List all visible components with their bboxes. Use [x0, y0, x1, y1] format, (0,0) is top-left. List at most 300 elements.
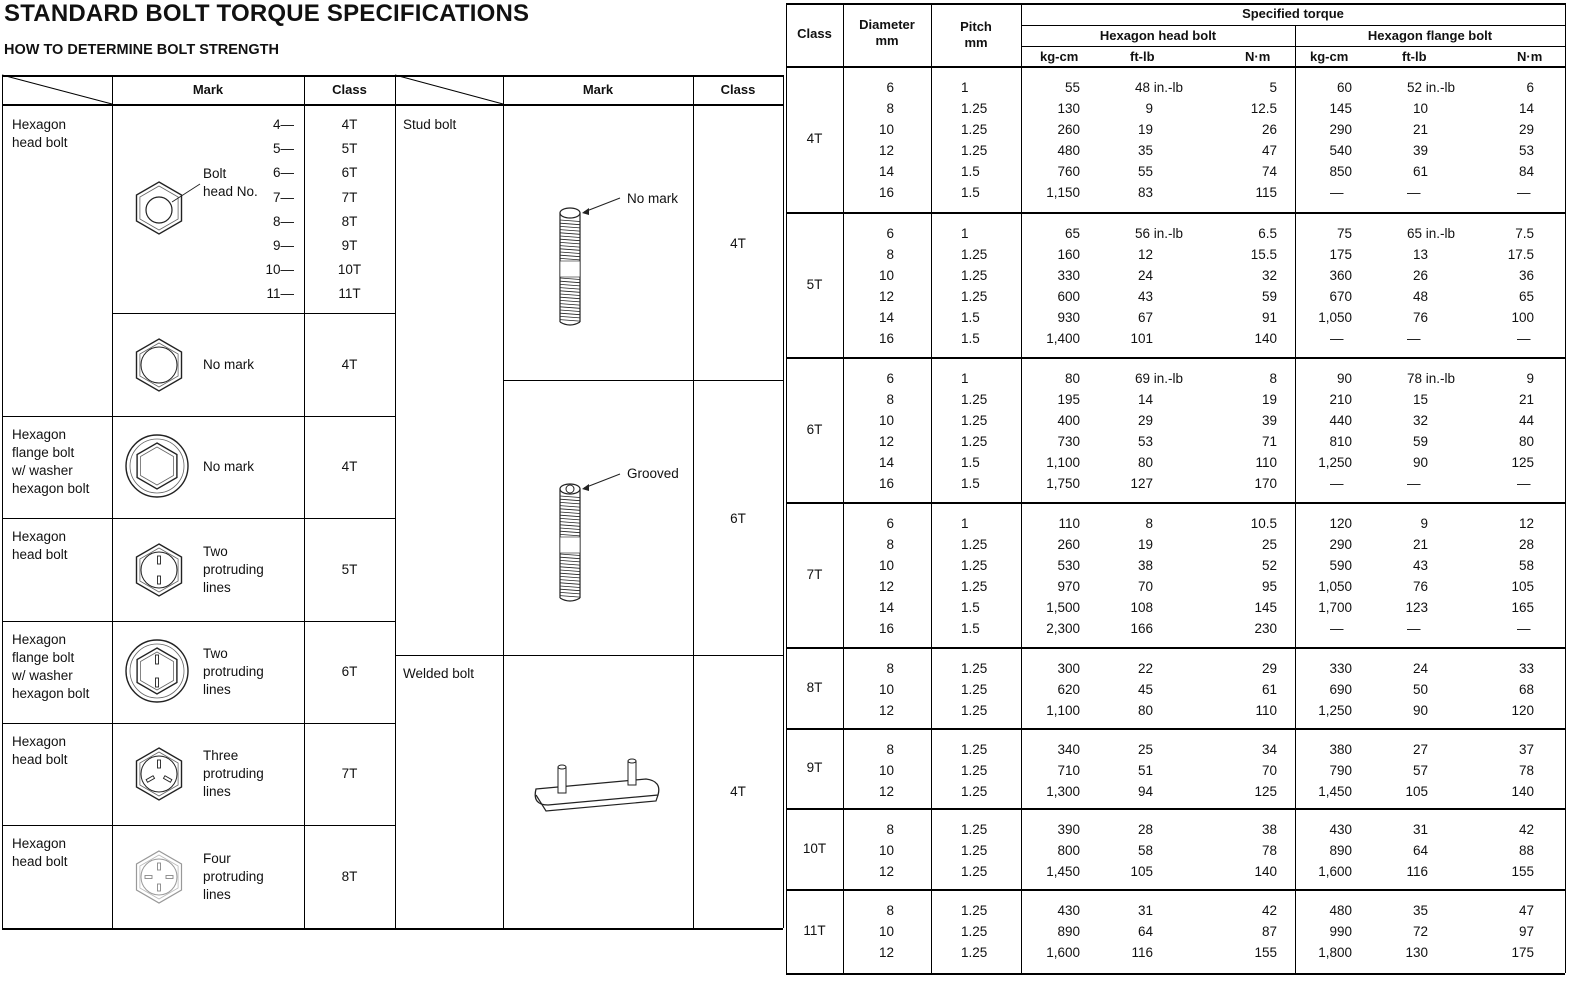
ftlb-value: 43 [1137, 289, 1153, 304]
mark-header: Mark [192, 82, 224, 97]
nm-value: 88 [1518, 843, 1534, 858]
bolt-head-no-label: Bolt head No. [203, 166, 258, 199]
table-rule [503, 380, 783, 381]
ftlb-value: 72 [1412, 924, 1428, 939]
pitch-value: 1.5 [961, 455, 980, 470]
kgcm-value: 300 [1057, 661, 1080, 676]
ftlb-value: 76 [1412, 310, 1428, 325]
nm-value: 25 [1261, 537, 1277, 552]
nm-value: 230 [1254, 621, 1277, 636]
four-lines-hex-icon [132, 849, 188, 905]
unit-header: ft-lb [1402, 49, 1427, 64]
kgcm-value: 710 [1057, 763, 1080, 778]
kgcm-value: — [1330, 185, 1344, 200]
class-value: 6T [341, 664, 358, 679]
pitch-value: 1.25 [961, 682, 988, 697]
table-rule [2, 416, 395, 417]
pitch-value: 1.25 [961, 434, 988, 449]
kgcm-value: 730 [1057, 434, 1080, 449]
kgcm-value: 290 [1329, 537, 1352, 552]
diameter-value: 8 [886, 537, 894, 552]
nm-value: — [1517, 476, 1531, 491]
ftlb-value: — [1407, 185, 1421, 200]
kgcm-value: 260 [1057, 537, 1080, 552]
nm-value: 19 [1261, 392, 1277, 407]
nm-value: 12 [1518, 516, 1534, 531]
nm-value: — [1517, 621, 1531, 636]
kgcm-value: 1,600 [1046, 945, 1080, 960]
class-header: Class [720, 82, 756, 97]
nm-value: 155 [1511, 864, 1534, 879]
kgcm-value: 340 [1057, 742, 1080, 757]
kgcm-value: 175 [1329, 247, 1352, 262]
nm-value: 53 [1518, 143, 1534, 158]
unit-header: kg-cm [1310, 49, 1349, 64]
nm-value: 95 [1261, 579, 1277, 594]
torque-class-value: 4T [806, 131, 823, 146]
unit-header: kg-cm [1040, 49, 1079, 64]
ftlb-value: 51 [1137, 763, 1153, 778]
kgcm-value: 690 [1329, 682, 1352, 697]
kgcm-value: 620 [1057, 682, 1080, 697]
ftlb-value: 38 [1137, 558, 1153, 573]
nm-value: 33 [1518, 661, 1534, 676]
nm-value: 38 [1261, 822, 1277, 837]
diameter-value: 10 [878, 558, 894, 573]
pitch-value: 1.25 [961, 945, 988, 960]
table-rule [503, 655, 783, 656]
kgcm-value: 90 [1336, 371, 1352, 386]
torque-class-value: 5T [806, 276, 823, 292]
ftlb-value: 116 [1131, 945, 1153, 960]
kgcm-value: 1,250 [1318, 455, 1352, 470]
two-lines-flange-icon [125, 641, 191, 705]
nm-value: 105 [1511, 579, 1534, 594]
diameter-value: 8 [886, 392, 894, 407]
head-class: 6T [341, 165, 358, 181]
table-rule [786, 3, 787, 973]
table-rule [786, 889, 1565, 891]
pitch-value: 1.5 [961, 310, 980, 325]
ftlb-value: 127 [1130, 476, 1153, 491]
pitch-value: 1.25 [961, 903, 988, 918]
stud-bolt-no-mark-icon [558, 200, 618, 340]
ftlb-value: 8 [1145, 516, 1153, 531]
nm-value: 78 [1261, 843, 1277, 858]
nm-value: 140 [1254, 864, 1277, 879]
nm-value: 140 [1254, 331, 1277, 346]
nm-value: 97 [1518, 924, 1534, 939]
nm-value: 14 [1518, 101, 1534, 116]
ftlb-value: 31 [1137, 903, 1153, 918]
kgcm-value: 1,750 [1046, 476, 1080, 491]
ftlb-value: 53 [1137, 434, 1153, 449]
ftlb-value: 64 [1412, 843, 1428, 858]
ftlb-value: 59 [1412, 434, 1428, 449]
unit-header: N·m [1245, 49, 1271, 64]
kgcm-value: 930 [1057, 310, 1080, 325]
nm-value: 140 [1511, 784, 1534, 799]
ftlb-value: 65 in.-lb [1407, 226, 1456, 241]
kgcm-value: 530 [1057, 558, 1080, 573]
mark-label: Three protruding lines [203, 748, 264, 799]
kgcm-value: 120 [1329, 516, 1352, 531]
nm-value: 71 [1261, 434, 1277, 449]
pitch-header: Pitch mm [960, 19, 992, 50]
nm-value: 47 [1518, 903, 1534, 918]
ftlb-value: 9 [1145, 101, 1153, 116]
table-rule [503, 75, 504, 928]
nm-value: 74 [1261, 164, 1277, 179]
kgcm-value: 390 [1057, 822, 1080, 837]
mark-label: Four protruding lines [203, 850, 264, 902]
ftlb-value: 48 [1412, 289, 1428, 304]
table-rule [2, 928, 783, 930]
nm-value: 12.5 [1250, 101, 1277, 116]
stud-mark-label: No mark [627, 191, 679, 206]
nm-value: 120 [1511, 703, 1534, 718]
class-value: 4T [341, 356, 358, 372]
ftlb-value: 105 [1130, 864, 1153, 879]
head-class: 7T [341, 189, 358, 205]
nm-value: 21 [1518, 392, 1534, 407]
nm-value: 125 [1511, 455, 1534, 470]
nm-value: 28 [1518, 537, 1534, 552]
table-rule [395, 655, 503, 656]
table-rule [1021, 46, 1565, 47]
ftlb-value: 55 [1137, 164, 1153, 179]
kgcm-value: 430 [1329, 822, 1352, 837]
ftlb-value: 90 [1412, 703, 1428, 718]
pitch-value: 1.25 [961, 101, 988, 116]
ftlb-value: 101 [1130, 331, 1153, 346]
diameter-value: 8 [886, 903, 894, 918]
kgcm-value: 850 [1329, 164, 1352, 179]
nm-value: 29 [1261, 661, 1277, 676]
ftlb-value: 56 in.-lb [1135, 226, 1184, 241]
head-number: 7— [272, 189, 294, 205]
table-rule [843, 3, 844, 973]
nm-value: 6 [1526, 80, 1534, 95]
ftlb-value: 15 [1412, 392, 1428, 407]
diameter-value: 14 [878, 600, 894, 615]
kgcm-value: 480 [1057, 143, 1080, 158]
pitch-value: 1.5 [961, 331, 980, 346]
kgcm-value: 430 [1057, 903, 1080, 918]
diameter-value: 10 [878, 413, 894, 428]
kgcm-value: 195 [1057, 392, 1080, 407]
ftlb-value: 21 [1412, 122, 1428, 137]
ftlb-value: 80 [1137, 703, 1153, 718]
kgcm-value: 1,150 [1046, 185, 1080, 200]
head-number: 8— [272, 213, 294, 229]
kgcm-value: 800 [1057, 843, 1080, 858]
specified-torque-header: Specified torque [1242, 6, 1344, 21]
page-title: STANDARD BOLT TORQUE SPECIFICATIONS [4, 0, 530, 27]
diameter-value: 12 [878, 784, 894, 799]
welded-bolt-label: Welded bolt [403, 666, 475, 681]
head-class: 10T [337, 262, 362, 278]
hex-flange-header: Hexagon flange bolt [1367, 28, 1493, 43]
head-number: 11— [266, 286, 294, 302]
nm-value: 39 [1261, 413, 1277, 428]
ftlb-value: 69 in.-lb [1135, 371, 1184, 386]
ftlb-value: 28 [1137, 822, 1153, 837]
diameter-value: 12 [878, 579, 894, 594]
unit-header: ft-lb [1130, 49, 1155, 64]
nm-value: 42 [1261, 903, 1277, 918]
nm-value: 59 [1261, 289, 1277, 304]
ftlb-value: 108 [1130, 600, 1153, 615]
head-class: 4T [341, 117, 358, 132]
nm-value: 42 [1518, 822, 1534, 837]
mark-header: Mark [582, 82, 614, 97]
kgcm-value: 970 [1057, 579, 1080, 594]
head-number: 9— [272, 238, 294, 253]
head-class: 11T [338, 286, 361, 302]
kgcm-value: 600 [1057, 289, 1080, 304]
head-number: 6— [272, 165, 294, 181]
kgcm-value: 1,250 [1318, 703, 1352, 718]
ftlb-value: 32 [1412, 413, 1428, 428]
pitch-value: 1.5 [961, 476, 980, 491]
kgcm-value: 145 [1329, 101, 1352, 116]
ftlb-value: 43 [1412, 558, 1428, 573]
ftlb-value: 50 [1412, 682, 1428, 697]
diameter-value: 12 [878, 289, 894, 304]
kgcm-value: 65 [1064, 226, 1080, 241]
diameter-value: 10 [878, 682, 894, 697]
diameter-value: 6 [886, 226, 894, 241]
ftlb-value: 116 [1406, 864, 1428, 879]
kgcm-value: 670 [1329, 289, 1352, 304]
kgcm-value: 1,100 [1046, 703, 1080, 718]
kgcm-value: 55 [1064, 80, 1080, 95]
ftlb-value: 19 [1137, 537, 1153, 552]
ftlb-value: 83 [1137, 185, 1153, 200]
nm-value: 115 [1255, 185, 1277, 200]
ftlb-value: 94 [1137, 784, 1153, 799]
ftlb-value: 70 [1137, 579, 1153, 594]
kgcm-value: 590 [1329, 558, 1352, 573]
nm-value: 80 [1518, 434, 1534, 449]
kgcm-value: 540 [1329, 143, 1352, 158]
pitch-value: 1.25 [961, 413, 988, 428]
welded-bolt-icon [528, 755, 668, 825]
diameter-value: 10 [878, 924, 894, 939]
kgcm-value: 330 [1329, 661, 1352, 676]
nm-value: 26 [1261, 122, 1277, 137]
pitch-value: 1.25 [961, 864, 988, 879]
kgcm-value: 160 [1057, 247, 1080, 262]
kgcm-value: 810 [1329, 434, 1352, 449]
ftlb-value: 31 [1412, 822, 1428, 837]
pitch-value: 1.5 [961, 600, 980, 615]
torque-class-value: 6T [806, 421, 823, 437]
class-value: 7T [341, 766, 358, 781]
pitch-value: 1.25 [961, 661, 988, 676]
kgcm-value: 1,450 [1318, 784, 1352, 799]
kgcm-value: — [1330, 331, 1344, 346]
kgcm-value: 400 [1057, 413, 1080, 428]
pitch-value: 1.25 [961, 579, 988, 594]
table-rule [2, 75, 3, 928]
ftlb-value: 10 [1412, 101, 1428, 116]
nm-value: 91 [1261, 310, 1277, 325]
head-class: 9T [341, 238, 358, 253]
nm-value: 44 [1518, 413, 1534, 428]
torque-class-value: 8T [806, 679, 823, 695]
nm-value: 17.5 [1507, 247, 1534, 262]
diameter-value: 12 [878, 434, 894, 449]
kgcm-value: 260 [1057, 122, 1080, 137]
ftlb-value: 67 [1137, 310, 1153, 325]
bolt-type-label: Hexagon head bolt [12, 734, 68, 767]
ftlb-value: 80 [1137, 455, 1153, 470]
nm-value: 165 [1511, 600, 1534, 615]
ftlb-value: 130 [1405, 945, 1428, 960]
pitch-value: 1.25 [961, 392, 988, 407]
unit-header: N·m [1517, 49, 1543, 64]
nm-value: 175 [1511, 945, 1534, 960]
ftlb-value: 78 in.-lb [1407, 371, 1456, 386]
torque-class-value: 11T [803, 923, 826, 938]
kgcm-value: 330 [1057, 268, 1080, 283]
kgcm-value: 1,600 [1318, 864, 1352, 879]
nm-value: 110 [1255, 455, 1277, 470]
ftlb-value: — [1407, 621, 1421, 636]
ftlb-value: 123 [1405, 600, 1428, 615]
stud-class-value: 4T [730, 236, 746, 251]
table-rule [786, 212, 1565, 214]
nm-value: 9 [1526, 371, 1534, 386]
nm-value: — [1517, 331, 1531, 346]
ftlb-value: 35 [1137, 143, 1153, 158]
ftlb-value: 27 [1412, 742, 1428, 757]
head-number: 5— [272, 141, 294, 157]
ftlb-value: 45 [1137, 682, 1153, 697]
ftlb-value: 52 in.-lb [1407, 80, 1456, 95]
nm-value: 36 [1518, 268, 1534, 283]
diameter-value: 8 [886, 742, 894, 757]
table-rule [2, 621, 395, 622]
ftlb-value: 13 [1412, 247, 1428, 262]
nm-value: 7.5 [1515, 226, 1534, 241]
pitch-value: 1.25 [961, 924, 988, 939]
hex-head-header: Hexagon head bolt [1099, 28, 1217, 43]
kgcm-value: 80 [1064, 371, 1080, 386]
table-rule [931, 3, 932, 973]
kgcm-value: — [1330, 621, 1344, 636]
nm-value: 145 [1254, 600, 1277, 615]
bolt-type-label: Hexagon flange bolt w/ washer hexagon bolt [12, 427, 90, 496]
pitch-value: 1.25 [961, 247, 988, 262]
diameter-value: 16 [878, 185, 894, 200]
ftlb-value: — [1407, 476, 1421, 491]
pitch-value: 1 [961, 80, 969, 95]
nm-value: 70 [1261, 763, 1277, 778]
pitch-value: 1.25 [961, 268, 988, 283]
nm-value: — [1517, 185, 1531, 200]
kgcm-value: 890 [1057, 924, 1080, 939]
ftlb-value: 64 [1137, 924, 1153, 939]
ftlb-value: 25 [1137, 742, 1153, 757]
torque-class-header: Class [797, 26, 832, 41]
table-rule [2, 518, 395, 519]
ftlb-value: 24 [1412, 661, 1428, 676]
nm-value: 6.5 [1258, 226, 1277, 241]
torque-class-value: 10T [802, 840, 827, 856]
diameter-value: 8 [886, 101, 894, 116]
pitch-value: 1.25 [961, 742, 988, 757]
mark-label: No mark [203, 356, 255, 372]
table-rule [1021, 25, 1565, 26]
stud-mark-label: Grooved [627, 466, 679, 481]
mark-label: No mark [203, 459, 255, 474]
diameter-value: 6 [886, 80, 894, 95]
diameter-header: Diameter mm [859, 17, 915, 48]
kgcm-value: 480 [1329, 903, 1352, 918]
ftlb-value: 29 [1137, 413, 1153, 428]
diameter-value: 16 [878, 331, 894, 346]
nm-value: 78 [1518, 763, 1534, 778]
diameter-value: 10 [878, 763, 894, 778]
diameter-value: 16 [878, 476, 894, 491]
mark-label: Two protruding lines [203, 543, 264, 595]
nm-value: 87 [1261, 924, 1277, 939]
diameter-value: 12 [878, 864, 894, 879]
diameter-value: 14 [878, 455, 894, 470]
kgcm-value: — [1330, 476, 1344, 491]
table-rule [112, 75, 113, 928]
diameter-value: 14 [878, 310, 894, 325]
nm-value: 125 [1254, 784, 1277, 799]
page-subtitle: HOW TO DETERMINE BOLT STRENGTH [4, 42, 279, 58]
table-rule [786, 502, 1565, 504]
class-value: 5T [341, 561, 358, 577]
nm-value: 61 [1261, 682, 1277, 697]
diameter-value: 8 [886, 661, 894, 676]
stud-bolt-label: Stud bolt [403, 117, 457, 132]
kgcm-value: 75 [1336, 226, 1352, 241]
bolt-type-label: Hexagon flange bolt w/ washer hexagon bolt [12, 632, 90, 701]
table-rule [2, 825, 395, 826]
ftlb-value: 12 [1137, 247, 1153, 262]
kgcm-value: 360 [1329, 268, 1352, 283]
nm-value: 34 [1261, 742, 1277, 757]
nm-value: 32 [1261, 268, 1277, 283]
diameter-value: 12 [878, 703, 894, 718]
nm-value: 170 [1254, 476, 1277, 491]
ftlb-value: 14 [1137, 392, 1153, 407]
stud-class-value: 6T [730, 511, 746, 526]
head-number: 10— [265, 262, 294, 278]
ftlb-value: — [1407, 331, 1421, 346]
pitch-value: 1.25 [961, 289, 988, 304]
pitch-value: 1.5 [961, 621, 980, 636]
diameter-value: 16 [878, 621, 894, 636]
pitch-value: 1 [961, 226, 969, 241]
class-header: Class [332, 82, 367, 97]
kgcm-value: 110 [1058, 516, 1080, 531]
nm-value: 47 [1261, 143, 1277, 158]
diameter-value: 8 [886, 822, 894, 837]
kgcm-value: 1,050 [1318, 579, 1352, 594]
welded-class-value: 4T [730, 784, 746, 799]
nm-value: 110 [1255, 703, 1277, 718]
table-rule [2, 104, 783, 106]
three-lines-hex-icon [132, 746, 188, 802]
